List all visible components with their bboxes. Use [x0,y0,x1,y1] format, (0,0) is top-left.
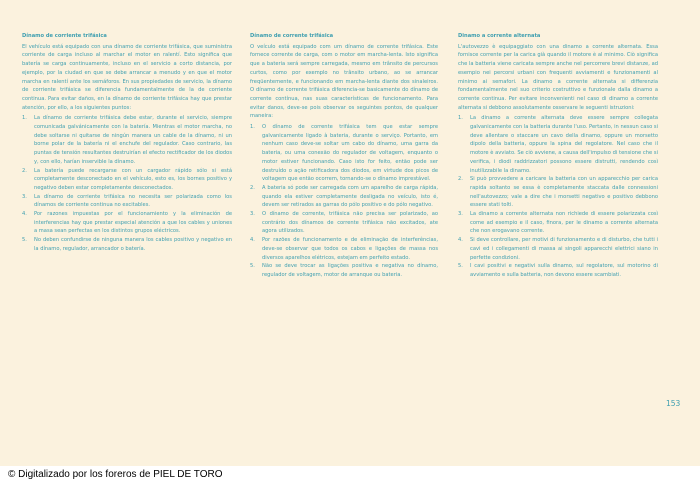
list-item [458,175,658,210]
item-number: 5. [22,237,27,244]
list-item [22,236,232,253]
item-text: Por razones impuestas por el funcionamiento y la eliminación de interferencias hay que prestar especial atención a que los cables y uniones a masa sean perfectas en los distintos grupos eléctricos. [34,211,232,235]
intro-paragraph: L'autovezzo è equipaggiato con una dinamo a corrente alternata. Essa fornisce corrente per la carica già quando il motore è al minimo. Ciò significa che la batteria viene caricata sempre anche nel percorrere brevi distanze, ad esempio nei percorsi urbani con frequenti avviamenti e funzionamenti al minimo ai semafori. La dinamo a corrente alternata si differenzia fondamentalmente nel suo criterio costruttivo e funzionale dalla dinamo a corrente continua. Per evitare inconvenienti nel caso di dinamo a corrente alternata si debbono assolutamente osservare le seguenti istruzioni: [458,43,658,111]
list-item [22,167,232,193]
item-number: 1. [250,124,255,131]
column-spanish [22,32,232,254]
list-item [250,210,438,236]
item-number: 5. [458,263,463,270]
footer-credit: © Digitalizado por los foreros de PIEL DE TORO [8,469,223,480]
item-text: La dinamo a corrente alternata non richiede di essere polarizzata così come ad esempio e il caso, finora, per le dinamo a corrente alternata che non erogavano corrente. [470,211,658,235]
intro-paragraph: O veículo está equipado com um dínamo de corrente trifásica. Este fornece corrente de carga, com o motor em marcha-lenta. Isto significa que a bateria será sempre carregada, mesmo em trânsito de percursos curtos, como por exemplo no trânsito urbano, ao se arrancar freqüentemente, e funcionando em marcha-lenta diante dos sinaleiros. O dínamo de corrente trifásica diferencia-se basicamente do dínamo de corrente contínua, nas suas características de funcionamento. Para evitar danos, deve-se pois observar os seguintes pontos, de qualquer maneira: [250,43,438,120]
list-item [250,262,438,279]
list-item [250,123,438,184]
list-item [458,210,658,236]
item-text: O dínamo de corrente trifásica tem que estar sempre galvanicamente ligado à bateria, durante o serviço. Portanto, em nenhum caso deve-se soltar um cabo do dínamo, uma garra da bateria, ou uma conexão do regulador de voltagem, enquanto o motor estiver funcionando. Caso isto for feito, então pode ser destruído o ação retificadora dos diodos, em virtude dos picos de voltagem que então ocorrem, tornando-se o dínamo imprestável. [262,124,438,183]
intro-paragraph: El vehículo está equipado con una dínamo de corriente trifásica, que suministra corriente de carga incluso al marchar el motor en ralentí. Esto significa que batería se carga continuamente, incluso en el servicio a corto distancia, por ejemplo, por la ciudad en que se debe arrancar a menudo y en que el motor marcha en ralentí ante los semáforos. En sus propiedades de servicio, la dínamo de corriente trifásica se diferencia fundamentalmente de la de corriente continua. Para evitar daños, en la dínamo de corriente trifásica hay que prestar atención, por ello, a los siguientes puntos: [22,43,232,111]
list-item [22,193,232,210]
item-text: No deben confundirse de ninguna manera los cables positivo y negativo en la dínamo, regulador, arrancador o batería. [34,237,232,252]
list-item [250,236,438,262]
item-number: 3. [250,211,255,218]
item-text: Não se deve trocar as ligações positiva e negativa no dínamo, regulador de voltagem, motor de arranque ou bateria. [262,263,438,278]
item-text: A bateria só pode ser carregada com um aparelho de carga rápida, quando ela estiver completamente desligada no veículo, isto é, devem ser retirados as garras do pólo positivo e do pólo negativo. [262,184,438,209]
item-number: 4. [22,211,27,218]
item-number: 2. [250,184,255,191]
item-text: O dínamo de corrente, trifásica não precisa ser polarizado, ao contrário dos dínamos de corrente trifásica não excitados, ate agora utilizados. [262,211,438,235]
item-number: 4. [250,237,255,244]
item-number: 3. [22,193,27,200]
numbered-list [458,114,658,279]
list-item [458,262,658,279]
list-item [458,114,658,175]
section-heading: Dínamo de corriente trifásica [22,33,107,39]
list-item [250,184,438,210]
list-item [458,236,658,262]
section-heading: Dinamo a corrente alternata [458,33,541,39]
item-number: 5. [250,263,255,270]
numbered-list [250,123,438,280]
numbered-list [22,114,232,253]
item-text: La dínamo de corriente trifásica no necesita ser polarizada como los dínamos de corriente continua no excitables. [34,193,232,209]
item-text: La dínamo de corriente trifásica debe estar, durante el servicio, siempre comunicada galvánicamente con la batería. Mientras el motor marcha, no debe soltarse ni quitarse de ningún manera un cable de la dínamo, ni un borne polar de la batería ni el enchufe del regulador. Caso contrario, las puntas de tensión resultantes destruirían el efecto rectificador de los diodos y, con ello, harían inservible la dínamo. [34,115,232,165]
item-number: 4. [458,237,463,244]
item-text: La dinamo a corrente alternata deve essere sempre collegata galvanicamente con la batteria durante l'uso. Pertanto, in nessun caso si deve allentare o staccare un cavo della dinamo, oppure un morsetto dipolo della batteria, oppure la spina del regolatore. Nel caso che il motore è avviato. Se ciò avviene, a causa dell'impulso di tensione che si verifica, i diodi raddrizzatori possono essere distrutti, rendendo così inutilizzabile la dinamo. [470,115,658,174]
item-text: Por razões de funcionamento e de eliminação de interferências, deve-se observar que todos os cabos e ligações de massa nos diversos aparelhos elétricos, estejam em perfeito estado. [262,237,438,261]
column-italian [458,32,658,280]
section-heading: Dínamo de corrente trifásica [250,33,334,39]
item-text: La batería puede recargarse con un cargador rápido sólo si está completamente desconectado en el vehículo, esto es, los bornes positivo y negativo deben estar completamente desconectados. [34,167,232,191]
item-text: Si può provvedere a caricare la batteria con un apparecchio per carica rapida soltanto se essa è completamente staccata dalle connessioni nell'autovezzo; vale a dire che i morsetti negativo e positivo debbono essere stati tolti. [470,176,658,209]
list-item [22,210,232,236]
item-number: 1. [458,115,463,122]
item-number: 1. [22,115,27,122]
list-item [22,114,232,166]
item-number: 2. [458,176,463,183]
column-portuguese [250,32,438,280]
item-number: 2. [22,167,27,174]
page-number: 153 [666,399,681,408]
item-text: I cavi positivi e negativi sulla dinamo, sul regolatore, sul motorino di avviamento e sulla batteria, non devono essere scambiati. [470,263,658,278]
item-number: 3. [458,211,463,218]
item-text: Si deve controllare, per motivi di funzionamento e di disturbo, che tutti i cavi ed i collegamenti di massa ai singoli apparecchi elettrici siano in perfette condizioni. [470,237,658,261]
